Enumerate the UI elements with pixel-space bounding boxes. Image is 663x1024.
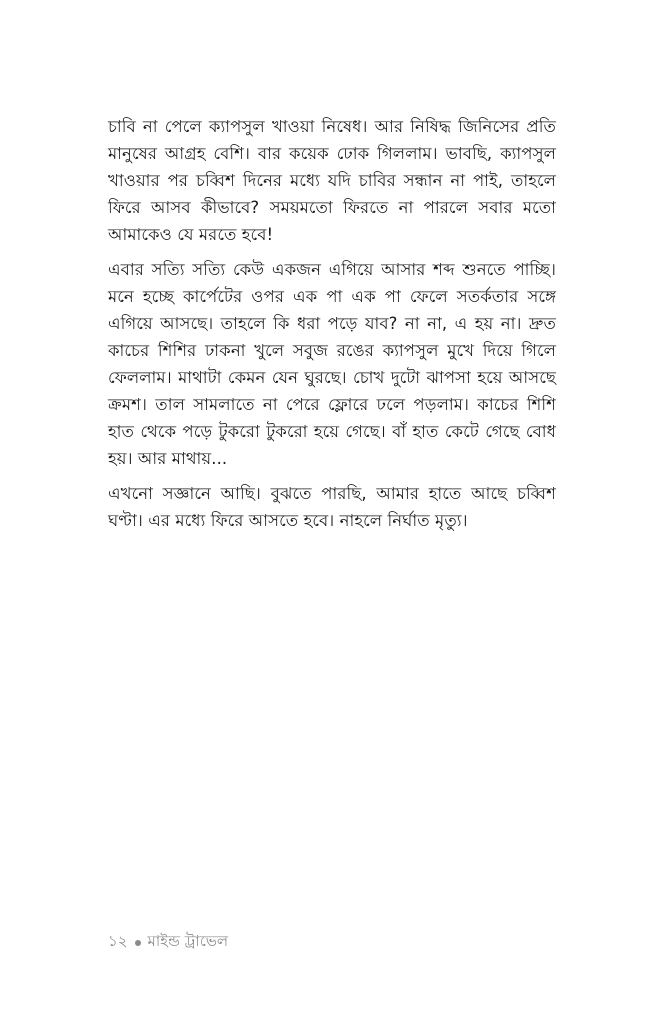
paragraph-3: এখনো সজ্ঞানে আছি। বুঝতে পারছি, আমার হাতে আছে চব্বিশ ঘণ্টা। এর মধ্যে ফিরে আসতে হবে। নাহলে নির্ঘাত মৃত্যু। (108, 484, 556, 530)
page-number: ১২ (108, 932, 128, 950)
page-body (108, 113, 556, 542)
book-title: মাইন্ড ট্রাভেল (147, 932, 229, 950)
paragraph-2: এবার সত্যি সত্যি কেউ একজন এগিয়ে আসার শব্দ শুনতে পাচ্ছি। মনে হচ্ছে কার্পেটের ওপর এক পা এক পা ফেলে সতর্কতার সঙ্গে এগিয়ে আসছে। তাহলে কি ধরা পড়ে যাব? না না, এ হয় না। দ্রুত কাচের শিশির ঢাকনা খুলে সবুজ রঙের ক্যাপসুল মুখে দিয়ে গিলে ফেললাম। মাথাটা কেমন যেন ঘুরছে। চোখ দুটো ঝাপসা হয়ে আসছে ক্রমশ। তাল সামলাতে না পেরে ফ্লোরে ঢলে পড়লাম। কাচের শিশি হাত থেকে পড়ে টুকরো টুকরো হয়ে গেছে। বাঁ হাত কেটে গেছে বোধ হয়। আর মাথায়... (108, 260, 556, 468)
paragraph-1: চাবি না পেলে ক্যাপসুল খাওয়া নিষেধ। আর নিষিদ্ধ জিনিসের প্রতি মানুষের আগ্রহ বেশি। বার কয়েক ঢোক গিললাম। ভাবছি, ক্যাপসুল খাওয়ার পর চব্বিশ দিনের মধ্যে যদি চাবির সন্ধান না পাই, তাহলে ফিরে আসব কীভাবে? সময়মতো ফিরতে না পারলে সবার মতো আমাকেও যে মরতে হবে! (108, 117, 556, 244)
bullet-icon (135, 940, 141, 946)
page-footer (108, 930, 228, 955)
